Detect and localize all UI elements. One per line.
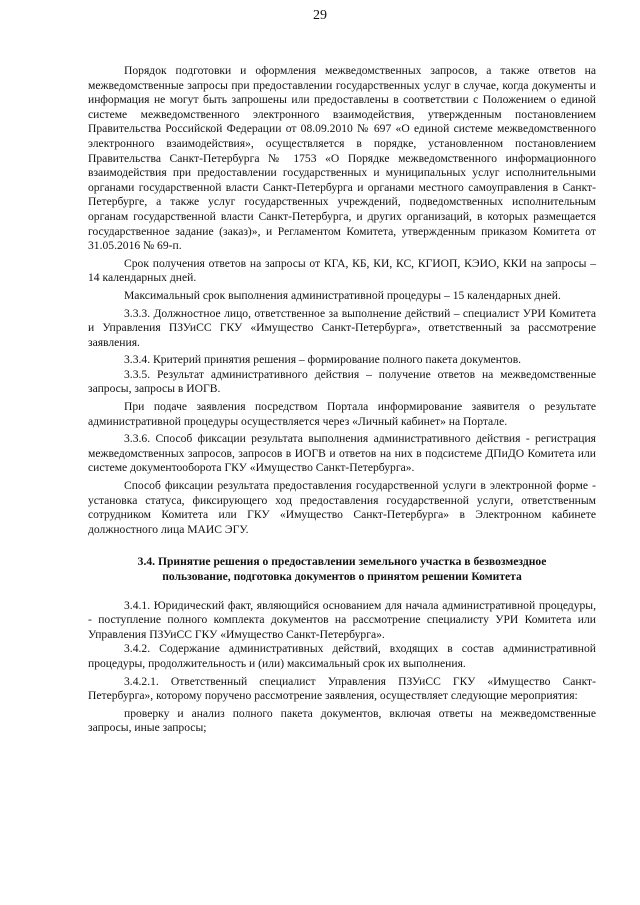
paragraph-check-documents: проверку и анализ полного пакета документов, включая ответы на межведомственные запросы, иные запросы;	[88, 706, 596, 735]
paragraph-interagency-requests: Порядок подготовки и оформления межведомственных запросов, а также ответов на межведомственные запросы при предоставлении государственных услуг в случае, когда документы и информация не могут быть запрошены или предоставлены в соответствии с Положением о единой системе межведомственного электронного взаимодействия, утвержденным постановлением Правительства Российской Федерации от 08.09.2010 № 697 «О единой системе межведомственного электронного взаимодействия», осуществляется в порядке, установленном постановлением Правительства Санкт-Петербурга № 1753 «О Порядке межведомственного информационного взаимодействия при предоставлении государственных и муниципальных услуг исполнительными органами государственной власти Санкт-Петербурга и органами местного самоуправления в Санкт-Петербурге, а также услуг государственных учреждений, подведомственных исполнительным органам государственной власти Санкт-Петербурга, и других организаций, в которых размещается государственное задание (заказ)», и Регламентом Комитета, утвержденным приказом Комитета от 31.05.2016 № 69-п.	[88, 64, 596, 253]
paragraph-portal-notification: При подаче заявления посредством Портала информирование заявителя о результате административной процедуры осуществляется через «Личный кабинет» на Портале.	[88, 400, 596, 428]
paragraph-3-3-3: 3.3.3. Должностное лицо, ответственное за выполнение действий – специалист УРИ Комитета и Управления ПЗУиСС ГКУ «Имущество Санкт-Петербурга», ответственный за рассмотрение заявления.	[88, 306, 596, 349]
paragraph-3-3-6: 3.3.6. Способ фиксации результата выполнения административного действия - регистрация межведомственных запросов, запросов в ИОГВ и ответов на них в подсистеме ДПиДО Комитета или системе документооборота ГКУ «Имущество Санкт-Петербурга».	[88, 432, 596, 475]
document-body	[88, 64, 596, 736]
section-heading-3-4: 3.4. Принятие решения о предоставлении земельного участка в безвозмездное пользование, подготовка документов о принятом решении Комитета	[137, 555, 547, 583]
paragraph-3-4-1: 3.4.1. Юридический факт, являющийся основанием для начала административной процедуры, - поступление полного комплекта документов на рассмотрение специалисту УРИ Комитета или Управления ПЗУиСС ГКУ «Имущество Санкт-Петербурга».	[88, 598, 596, 641]
paragraph-fixation-method: Способ фиксации результата предоставления государственной услуги в электронной форме - установка статуса, фиксирующего ход предоставления государственной услуги, ответственным сотрудником Комитета или ГКУ «Имущество Санкт-Петербурга» в Электронном кабинете должностного лица МАИС ЭГУ.	[88, 479, 596, 536]
paragraph-max-duration: Максимальный срок выполнения административной процедуры – 15 календарных дней.	[124, 288, 561, 302]
paragraph-3-4-2: 3.4.2. Содержание административных действий, входящих в состав административной процедуры, продолжительность и (или) максимальный срок их выполнения.	[88, 642, 596, 670]
paragraph-3-3-4: 3.3.4. Критерий принятия решения – формирование полного пакета документов.	[124, 353, 522, 367]
paragraph-3-4-2-1: 3.4.2.1. Ответственный специалист Управления ПЗУиСС ГКУ «Имущество Санкт-Петербурга», которому поручено рассмотрение заявления, осуществляет следующие мероприятия:	[88, 674, 596, 703]
page-number: 29	[313, 8, 327, 23]
paragraph-response-deadline: Срок получения ответов на запросы от КГА, КБ, КИ, КС, КГИОП, КЭИО, ККИ на запросы – 14 календарных дней.	[88, 256, 596, 285]
paragraph-3-3-5: 3.3.5. Результат административного действия – получение ответов на межведомственные запросы, запросы в ИОГВ.	[88, 367, 596, 396]
